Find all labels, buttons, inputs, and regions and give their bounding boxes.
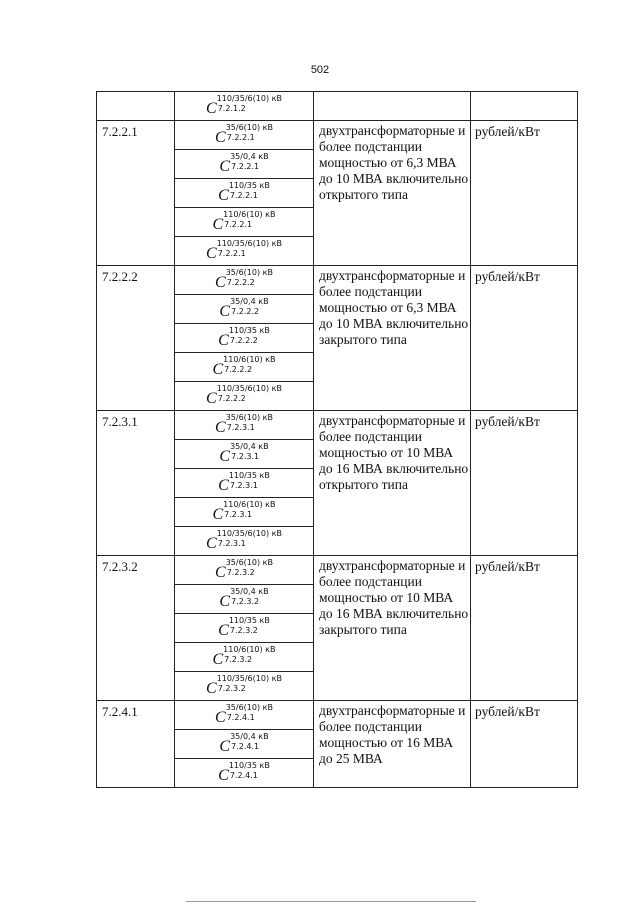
rate-symbol-voltage: 35/6(10) кВ <box>225 123 273 132</box>
rate-symbol <box>219 730 268 758</box>
rate-symbol-voltage: 35/0,4 кВ <box>230 732 269 741</box>
rate-symbol <box>215 121 273 149</box>
symbol-cell <box>175 759 314 788</box>
rate-symbol-index: 7.2.3.2 <box>224 655 253 664</box>
rate-symbol-voltage: 110/35 кВ <box>228 326 270 335</box>
rate-symbol-voltage: 110/6(10) кВ <box>223 645 276 654</box>
symbol-cell <box>175 440 314 469</box>
rate-symbol-index: 7.2.2.2 <box>229 336 258 345</box>
symbol-cell <box>175 411 314 440</box>
table-row <box>97 701 578 730</box>
symbol-cell <box>175 527 314 556</box>
rate-symbol-letter: C <box>212 506 224 523</box>
rate-symbol-index: 7.2.3.2 <box>217 684 246 693</box>
code-cell: 7.2.3.2 <box>97 556 175 701</box>
rate-symbol-letter: C <box>215 129 226 146</box>
description-cell: двухтрансформаторные и более подстанции мощностью от 16 МВА до 25 МВА <box>314 701 471 788</box>
rate-symbol-voltage: 35/0,4 кВ <box>230 152 269 161</box>
tariff-table <box>96 91 578 788</box>
rate-symbol-index: 7.2.3.1 <box>226 423 255 432</box>
rate-symbol-letter: C <box>212 216 224 233</box>
rate-symbol-voltage: 110/35 кВ <box>228 181 270 190</box>
rate-symbol-letter: C <box>212 361 224 378</box>
rate-symbol-index: 7.2.2.1 <box>224 220 253 229</box>
symbol-cell <box>175 324 314 353</box>
symbol-cell <box>175 179 314 208</box>
rate-symbol-voltage: 110/35 кВ <box>228 616 270 625</box>
rate-symbol-voltage: 110/35/6(10) кВ <box>216 529 282 538</box>
rate-symbol-voltage: 110/35/6(10) кВ <box>216 674 282 683</box>
table-row <box>97 556 578 585</box>
rate-symbol-letter: C <box>212 651 224 668</box>
rate-symbol-index: 7.2.3.2 <box>231 597 260 606</box>
rate-symbol <box>219 585 268 613</box>
rate-symbol-index: 7.2.3.1 <box>231 452 260 461</box>
rate-symbol-letter: C <box>218 332 229 349</box>
unit-cell <box>471 92 578 121</box>
rate-symbol-index: 7.2.2.1 <box>226 133 255 142</box>
rate-symbol <box>212 353 275 381</box>
symbol-cell <box>175 614 314 643</box>
unit-cell: рублей/кВт <box>471 701 578 788</box>
code-cell: 7.2.3.1 <box>97 411 175 556</box>
rate-symbol-letter: C <box>219 593 231 610</box>
rate-symbol-letter: C <box>218 477 229 494</box>
description-cell: двухтрансформаторные и более подстанции мощностью от 6,3 МВА до 10 МВА включительно закрытого типа <box>314 266 471 411</box>
rate-symbol-letter: C <box>206 245 217 262</box>
scan-edge-line <box>186 901 476 902</box>
rate-symbol-voltage: 35/6(10) кВ <box>225 703 273 712</box>
rate-symbol-letter: C <box>215 419 226 436</box>
symbol-cell <box>175 701 314 730</box>
symbol-cell <box>175 266 314 295</box>
description-cell: двухтрансформаторные и более подстанции мощностью от 10 МВА до 16 МВА включительно закрытого типа <box>314 556 471 701</box>
rate-symbol-letter: C <box>219 303 231 320</box>
rate-symbol-letter: C <box>219 738 231 755</box>
rate-symbol <box>219 440 268 468</box>
rate-symbol-voltage: 110/35/6(10) кВ <box>216 384 282 393</box>
rate-symbol-voltage: 110/35 кВ <box>228 761 270 770</box>
rate-symbol <box>206 527 282 555</box>
rate-symbol-letter: C <box>218 187 229 204</box>
page-number: 502 <box>310 64 330 76</box>
symbol-cell <box>175 672 314 701</box>
symbol-cell <box>175 295 314 324</box>
rate-symbol-index: 7.2.2.1 <box>229 191 258 200</box>
rate-symbol-voltage: 35/6(10) кВ <box>225 558 273 567</box>
rate-symbol-index: 7.2.2.1 <box>217 249 246 258</box>
rate-symbol <box>206 237 282 265</box>
symbol-cell <box>175 585 314 614</box>
rate-symbol-index: 7.2.2.2 <box>217 394 246 403</box>
rate-symbol-letter: C <box>206 680 217 697</box>
symbol-cell <box>175 237 314 266</box>
rate-symbol-letter: C <box>218 622 229 639</box>
unit-cell: рублей/кВт <box>471 266 578 411</box>
rate-symbol-index: 7.2.4.1 <box>231 742 260 751</box>
symbol-cell <box>175 121 314 150</box>
rate-symbol-letter: C <box>215 274 226 291</box>
symbol-cell <box>175 208 314 237</box>
rate-symbol-voltage: 110/6(10) кВ <box>223 500 276 509</box>
rate-symbol-letter: C <box>206 535 217 552</box>
rate-symbol-letter: C <box>218 767 229 784</box>
rate-symbol <box>212 498 275 526</box>
symbol-cell <box>175 92 314 121</box>
table-row <box>97 266 578 295</box>
rate-symbol-index: 7.2.2.1 <box>231 162 260 171</box>
rate-symbol <box>212 208 275 236</box>
rate-symbol <box>215 556 273 584</box>
rate-symbol-voltage: 110/35/6(10) кВ <box>216 239 282 248</box>
rate-symbol-voltage: 110/35/6(10) кВ <box>216 94 282 103</box>
rate-symbol <box>218 179 270 207</box>
rate-symbol-index: 7.2.2.2 <box>224 365 253 374</box>
description-cell: двухтрансформаторные и более подстанции мощностью от 6,3 МВА до 10 МВА включительно открытого типа <box>314 121 471 266</box>
rate-symbol-letter: C <box>215 709 226 726</box>
rate-symbol <box>218 614 270 642</box>
rate-symbol-letter: C <box>206 100 217 117</box>
rate-symbol-voltage: 35/0,4 кВ <box>230 587 269 596</box>
rate-symbol-voltage: 35/6(10) кВ <box>225 413 273 422</box>
rate-symbol-letter: C <box>206 390 217 407</box>
symbol-cell <box>175 730 314 759</box>
rate-symbol-index: 7.2.2.2 <box>226 278 255 287</box>
table-row <box>97 92 578 121</box>
rate-symbol-voltage: 35/0,4 кВ <box>230 442 269 451</box>
tariff-table-body <box>97 92 578 788</box>
code-cell: 7.2.2.1 <box>97 121 175 266</box>
rate-symbol-index: 7.2.3.2 <box>226 568 255 577</box>
description-cell: двухтрансформаторные и более подстанции мощностью от 10 МВА до 16 МВА включительно открытого типа <box>314 411 471 556</box>
rate-symbol-voltage: 110/6(10) кВ <box>223 210 276 219</box>
symbol-cell <box>175 353 314 382</box>
rate-symbol-voltage: 110/6(10) кВ <box>223 355 276 364</box>
rate-symbol <box>212 643 275 671</box>
unit-cell: рублей/кВт <box>471 556 578 701</box>
rate-symbol-voltage: 35/0,4 кВ <box>230 297 269 306</box>
table-row <box>97 411 578 440</box>
symbol-cell <box>175 643 314 672</box>
code-cell: 7.2.4.1 <box>97 701 175 788</box>
rate-symbol <box>215 411 273 439</box>
rate-symbol <box>219 295 268 323</box>
rate-symbol-index: 7.2.4.1 <box>229 771 258 780</box>
table-row <box>97 121 578 150</box>
rate-symbol <box>218 759 270 787</box>
rate-symbol-index: 7.2.3.2 <box>229 626 258 635</box>
description-cell <box>314 92 471 121</box>
rate-symbol-index: 7.2.3.1 <box>229 481 258 490</box>
rate-symbol <box>219 150 268 178</box>
rate-symbol <box>218 324 270 352</box>
rate-symbol <box>206 92 282 120</box>
code-cell: 7.2.2.2 <box>97 266 175 411</box>
rate-symbol-letter: C <box>219 158 231 175</box>
rate-symbol-index: 7.2.3.1 <box>224 510 253 519</box>
symbol-cell <box>175 382 314 411</box>
rate-symbol <box>215 701 273 729</box>
unit-cell: рублей/кВт <box>471 121 578 266</box>
symbol-cell <box>175 469 314 498</box>
rate-symbol-index: 7.2.2.2 <box>231 307 260 316</box>
code-cell <box>97 92 175 121</box>
symbol-cell <box>175 556 314 585</box>
rate-symbol-voltage: 110/35 кВ <box>228 471 270 480</box>
rate-symbol <box>206 672 282 700</box>
rate-symbol <box>218 469 270 497</box>
rate-symbol-index: 7.2.4.1 <box>226 713 255 722</box>
rate-symbol <box>215 266 273 294</box>
rate-symbol-voltage: 35/6(10) кВ <box>225 268 273 277</box>
rate-symbol-letter: C <box>219 448 231 465</box>
symbol-cell <box>175 498 314 527</box>
rate-symbol-letter: C <box>215 564 226 581</box>
rate-symbol <box>206 382 282 410</box>
rate-symbol-index: 7.2.3.1 <box>217 539 246 548</box>
symbol-cell <box>175 150 314 179</box>
unit-cell: рублей/кВт <box>471 411 578 556</box>
rate-symbol-index: 7.2.1.2 <box>217 104 246 113</box>
